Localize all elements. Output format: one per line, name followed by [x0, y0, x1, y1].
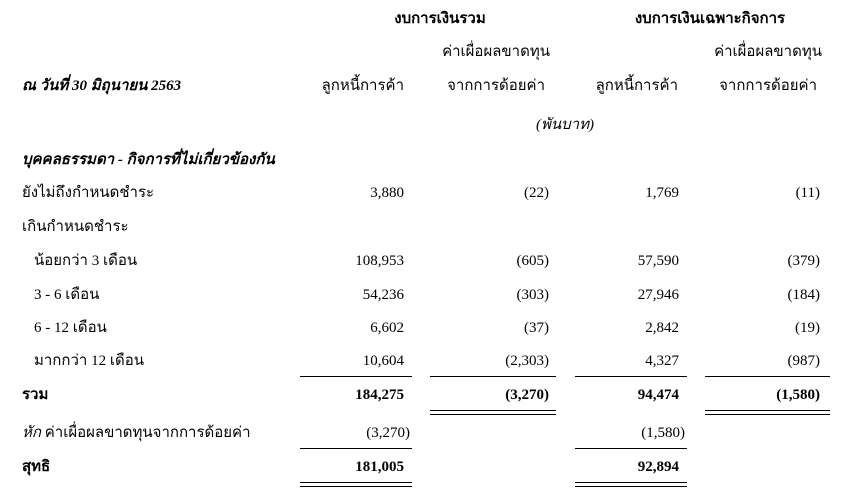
- header-receivable-1: ลูกหนี้การค้า: [321, 78, 404, 94]
- row-c3: 57,590: [637, 253, 679, 269]
- row-c1: 108,953: [355, 253, 404, 269]
- header-allowance-2-line2: จากการด้อยค่า: [719, 78, 817, 94]
- row-c3: 1,769: [645, 185, 679, 201]
- row-c2: (37): [524, 320, 549, 336]
- row-label: ยังไม่ถึงกำหนดชำระ: [22, 185, 155, 201]
- overdue-label: เกินกำหนดชำระ: [22, 219, 129, 235]
- net-c1: 181,005: [355, 459, 404, 475]
- double-rule-c2: [430, 410, 556, 415]
- row-label: 3 - 6 เดือน: [34, 287, 100, 303]
- row-c1: 6,602: [370, 320, 404, 336]
- header-allowance-2-line1: ค่าเผื่อผลขาดทุน: [714, 44, 822, 60]
- subtotal-rule-c1: [300, 376, 412, 377]
- row-c4: (184): [787, 287, 820, 303]
- row-c1: 10,604: [362, 353, 404, 369]
- header-allowance-1-line1: ค่าเผื่อผลขาดทุน: [442, 44, 550, 60]
- row-c4: (11): [795, 185, 820, 201]
- row-c3: 4,327: [645, 353, 679, 369]
- row-c3: 2,842: [645, 320, 679, 336]
- row-c4: (379): [787, 253, 820, 269]
- date-label: ณ วันที่ 30 มิถุนายน 2563: [22, 78, 182, 94]
- header-allowance-1-line2: จากการด้อยค่า: [447, 78, 545, 94]
- row-label: 6 - 12 เดือน: [34, 320, 107, 336]
- double-rule-net-c3: [575, 482, 687, 487]
- subtotal-rule-c3: [575, 376, 687, 377]
- unit-label: (พันบาท): [536, 117, 594, 133]
- row-label: มากกว่า 12 เดือน: [34, 353, 144, 369]
- less-label: [22, 424, 251, 442]
- net-label: สุทธิ: [22, 459, 51, 475]
- subtotal-rule-c2: [430, 376, 556, 377]
- double-rule-c4: [705, 410, 830, 415]
- less-prefix: หัก: [22, 425, 41, 441]
- row-label: น้อยกว่า 3 เดือน: [34, 253, 138, 269]
- row-c2: (22): [524, 185, 549, 201]
- double-rule-net-c1: [300, 482, 412, 487]
- total-c3: 94,474: [637, 387, 679, 403]
- row-c4: (987): [787, 353, 820, 369]
- row-c4: (19): [795, 320, 820, 336]
- header-receivable-2: ลูกหนี้การค้า: [595, 78, 678, 94]
- less-c1: (3,270): [366, 425, 410, 441]
- row-c2: (303): [516, 287, 549, 303]
- total-c1: 184,275: [355, 387, 404, 403]
- row-c2: (605): [516, 253, 549, 269]
- row-c1: 54,236: [362, 287, 404, 303]
- total-c2: (3,270): [505, 387, 549, 403]
- net-c3: 92,894: [637, 459, 679, 475]
- subtotal-rule-c4: [705, 376, 830, 377]
- row-c2: (2,303): [505, 353, 549, 369]
- row-c1: 3,880: [370, 185, 404, 201]
- header-consolidated: งบการเงินรวม: [394, 11, 486, 27]
- net-rule-c1: [300, 448, 412, 449]
- less-text: ค่าเผื่อผลขาดทุนจากการด้อยค่า: [40, 425, 251, 441]
- net-rule-c3: [575, 448, 687, 449]
- section-title: บุคคลธรรมดา - กิจการที่ไม่เกี่ยวข้องกัน: [22, 152, 275, 168]
- total-label: รวม: [22, 387, 49, 403]
- total-c4: (1,580): [776, 387, 820, 403]
- header-separate: งบการเงินเฉพาะกิจการ: [634, 11, 786, 27]
- row-c3: 27,946: [637, 287, 679, 303]
- less-c3: (1,580): [641, 425, 685, 441]
